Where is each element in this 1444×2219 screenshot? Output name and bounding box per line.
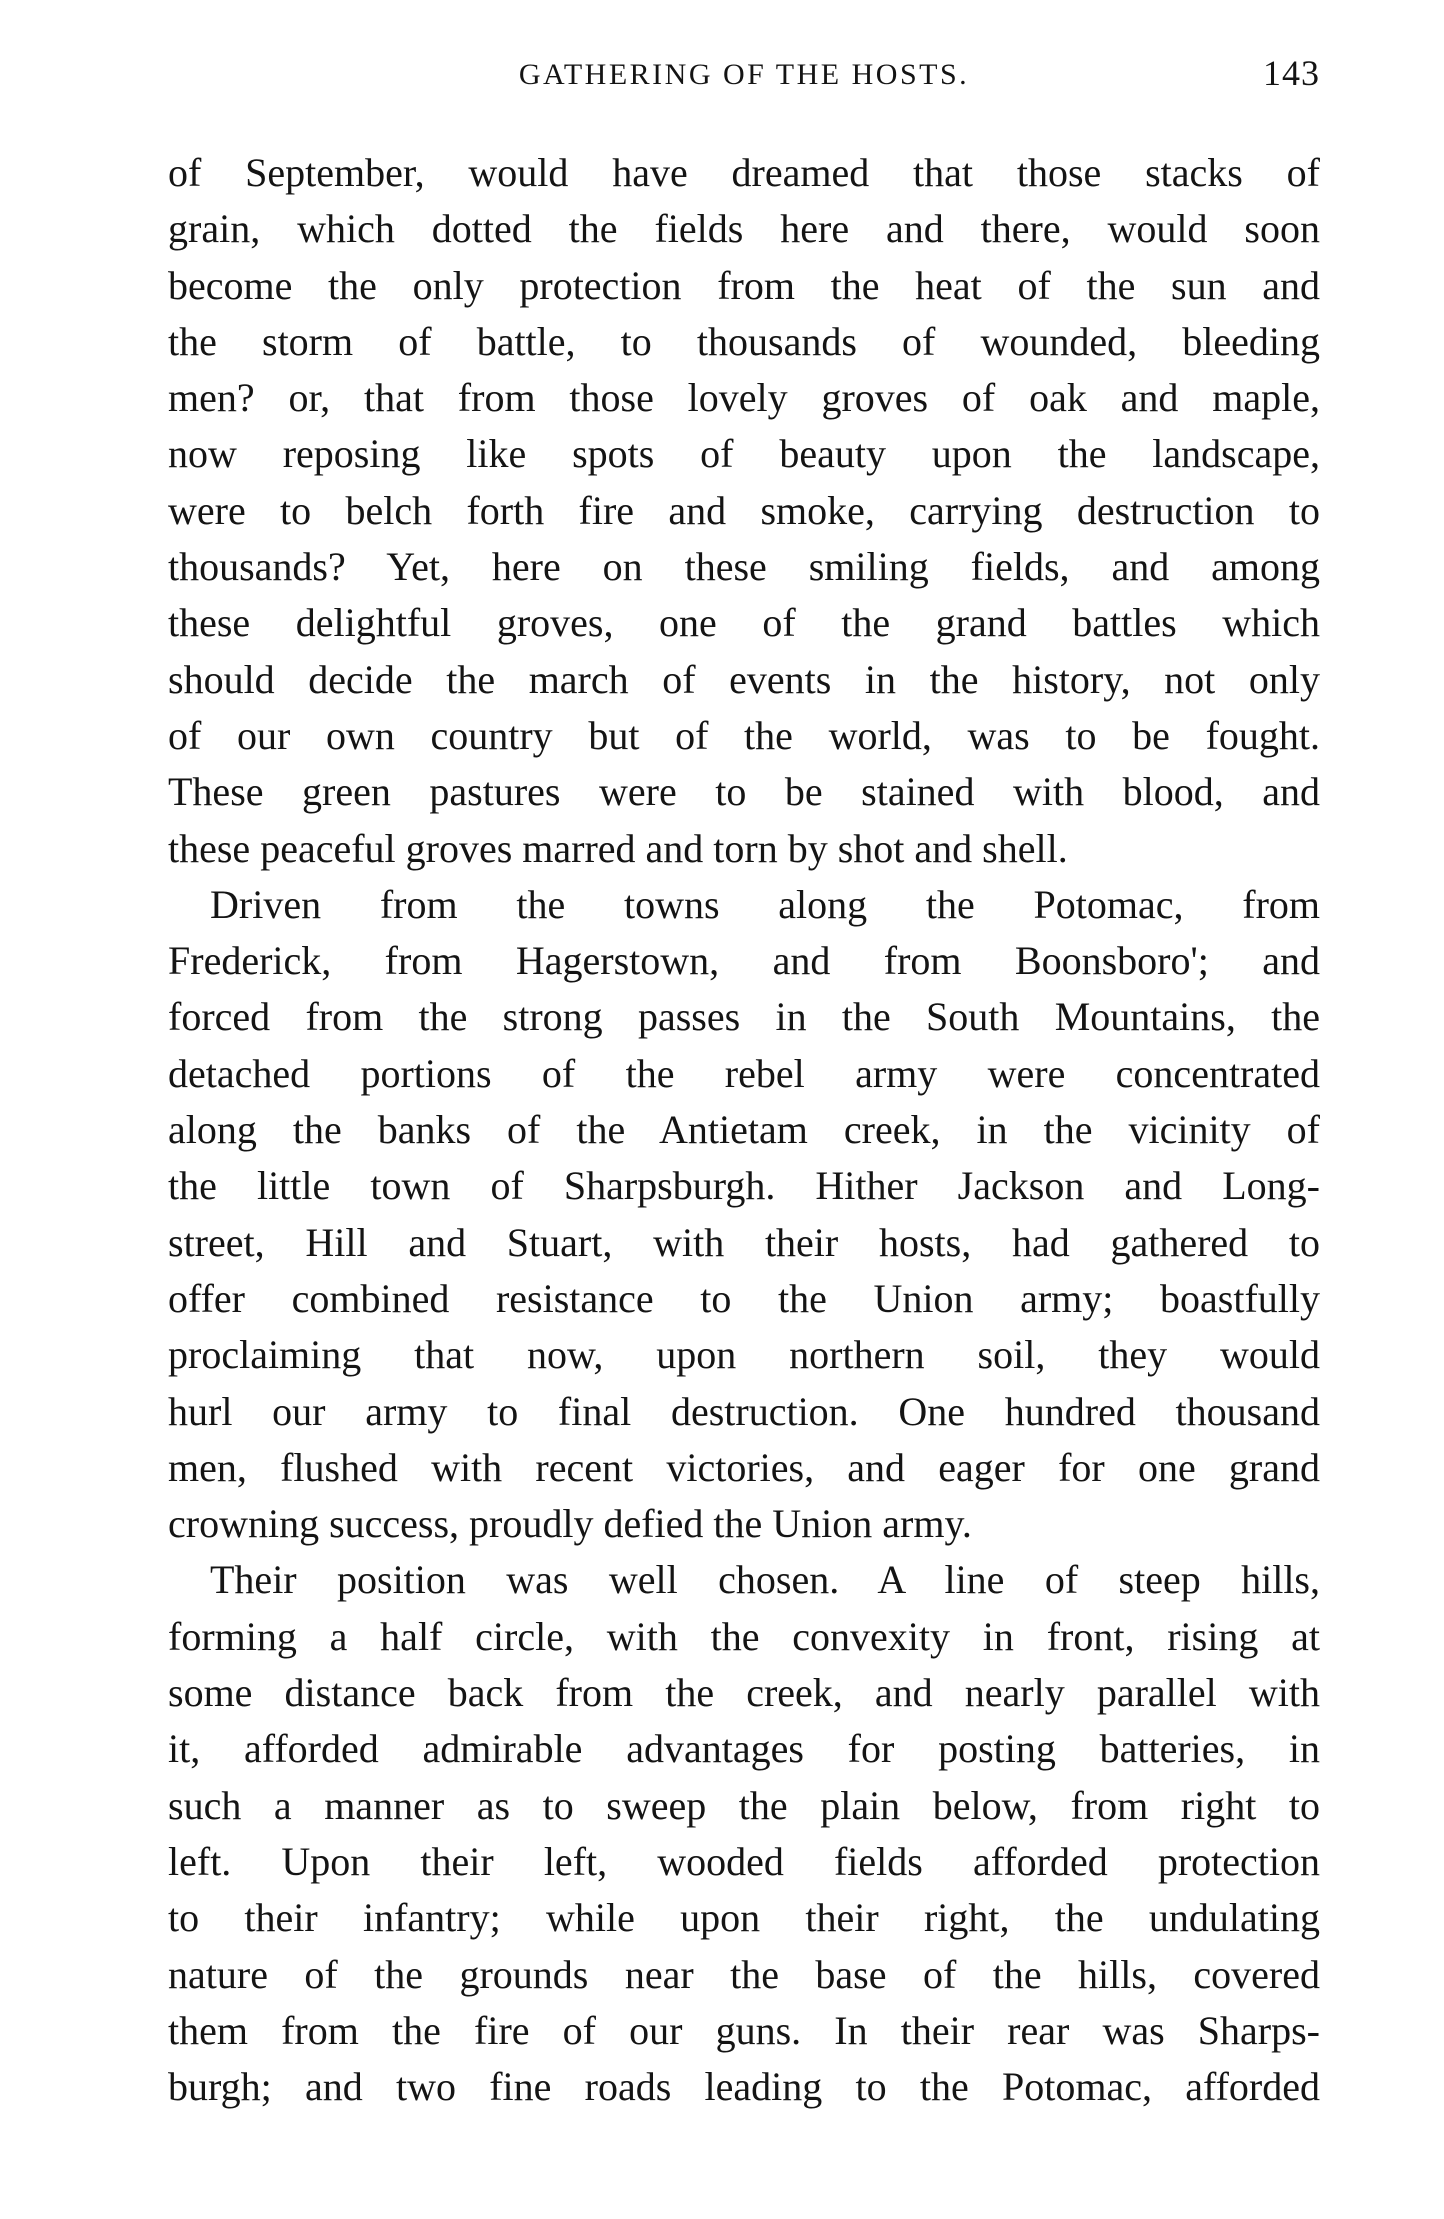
text-line: hurl our army to final destruction. One hundred thousand	[168, 1388, 1320, 1434]
text-line: forming a half circle, with the convexity in front, rising at	[168, 1613, 1320, 1659]
text-line: grain, which dotted the fields here and there, would soon	[168, 206, 1320, 252]
text-line: should decide the march of events in the history, not only	[168, 656, 1320, 702]
text-line: of September, would have dreamed that those stacks of	[168, 150, 1320, 195]
text-line: it, afforded admirable advantages for posting batteries, in	[168, 1726, 1320, 1772]
text-line: detached portions of the rebel army were concentrated	[168, 1050, 1320, 1096]
text-line: nature of the grounds near the base of the hills, covered	[168, 1951, 1320, 1997]
text-line: of our own country but of the world, was to be fought.	[168, 712, 1320, 758]
text-line: these delightful groves, one of the grand battles which	[168, 600, 1320, 646]
text-line: become the only protection from the heat of the sun and	[168, 262, 1320, 308]
text-line: crowning success, proudly defied the Union army.	[168, 1501, 972, 1547]
running-header	[168, 52, 1320, 104]
text-line: proclaiming that now, upon northern soil, they would	[168, 1332, 1320, 1378]
text-line: offer combined resistance to the Union army; boastfully	[168, 1275, 1320, 1321]
text-line: now reposing like spots of beauty upon the landscape,	[168, 431, 1320, 477]
text-line: thousands? Yet, here on these smiling fields, and among	[168, 544, 1320, 590]
text-line: street, Hill and Stuart, with their hosts, had gathered to	[168, 1219, 1320, 1265]
text-line: Their position was well chosen. A line of steep hills,	[210, 1557, 1320, 1603]
body-text	[168, 145, 1320, 2115]
running-title: GATHERING OF THE HOSTS.	[518, 58, 970, 91]
text-line: men? or, that from those lovely groves of oak and maple,	[168, 375, 1320, 421]
text-line: these peaceful groves marred and torn by shot and shell.	[168, 825, 1068, 871]
text-line: the storm of battle, to thousands of wounded, bleeding	[168, 318, 1320, 364]
text-line: them from the fire of our guns. In their rear was Sharps-	[168, 2007, 1320, 2053]
text-line: along the banks of the Antietam creek, in the vicinity of	[168, 1107, 1320, 1153]
text-line: Frederick, from Hagerstown, and from Boonsboro'; and	[168, 938, 1320, 984]
text-line: were to belch forth fire and smoke, carrying destruction to	[168, 487, 1320, 533]
text-line: such a manner as to sweep the plain below, from right to	[168, 1782, 1320, 1828]
text-line: burgh; and two fine roads leading to the Potomac, afforded	[168, 2064, 1320, 2110]
text-line: Driven from the towns along the Potomac, from	[210, 881, 1320, 927]
text-line: These green pastures were to be stained with blood, and	[168, 769, 1320, 815]
text-line: left. Upon their left, wooded fields afforded protection	[168, 1838, 1320, 1884]
page-number: 143	[1263, 53, 1320, 93]
text-line: men, flushed with recent victories, and eager for one grand	[168, 1444, 1320, 1490]
text-line: some distance back from the creek, and nearly parallel with	[168, 1670, 1320, 1716]
text-line: the little town of Sharpsburgh. Hither Jackson and Long-	[168, 1163, 1320, 1209]
text-line: to their infantry; while upon their right, the undulating	[168, 1895, 1320, 1941]
text-line: forced from the strong passes in the South Mountains, the	[168, 994, 1320, 1040]
